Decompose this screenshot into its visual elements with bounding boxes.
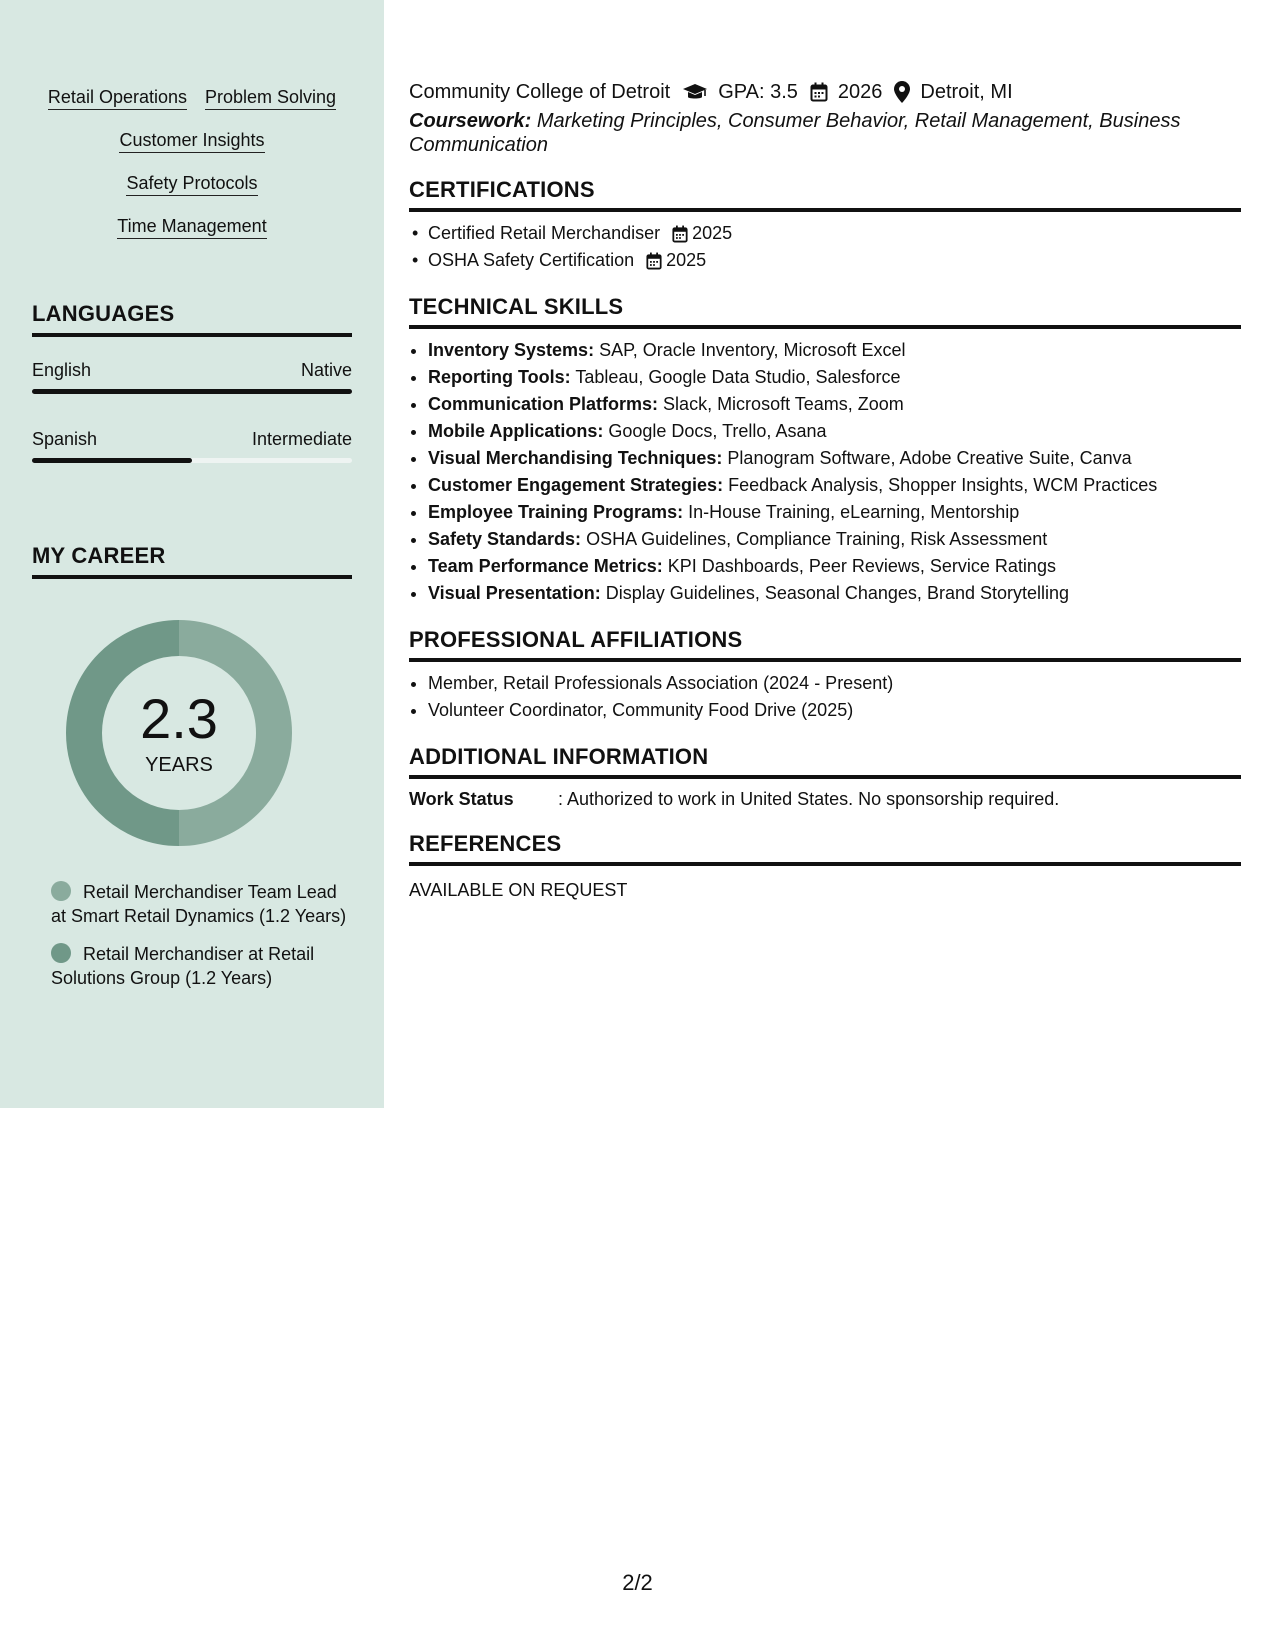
coursework-list: Marketing Principles, Consumer Behavior, Retail Management, Business Communication <box>409 110 1181 156</box>
skill-values: Tableau, Google Data Studio, Salesforce <box>575 367 901 387</box>
main-content <box>409 78 1241 902</box>
skill-tag: Safety Protocols <box>126 172 257 196</box>
career-donut-chart <box>66 620 292 846</box>
career-item <box>51 942 351 990</box>
skill-category: Communication Platforms: <box>428 394 659 414</box>
calendar-icon <box>672 225 688 243</box>
skill-values: KPI Dashboards, Peer Reviews, Service Ratings <box>667 556 1056 576</box>
legend-dot <box>51 881 71 901</box>
references-heading: REFERENCES <box>409 831 1241 866</box>
technical-skills-heading: TECHNICAL SKILLS <box>409 294 1241 329</box>
school-name: Community College of Detroit <box>409 81 671 103</box>
technical-skill-item <box>428 364 1241 391</box>
technical-skill-item <box>428 472 1241 499</box>
coursework <box>409 109 1241 157</box>
affiliations-list <box>409 670 1241 724</box>
certification-item <box>428 247 1241 274</box>
languages-heading: LANGUAGES <box>32 301 352 337</box>
skill-values: OSHA Guidelines, Compliance Training, Risk Assessment <box>586 529 1048 549</box>
skill-category: Inventory Systems: <box>428 340 595 360</box>
skill-tag: Problem Solving <box>205 86 336 110</box>
references-text: AVAILABLE ON REQUEST <box>409 880 628 900</box>
technical-skill-item <box>428 337 1241 364</box>
skill-category: Team Performance Metrics: <box>428 556 663 576</box>
certification-year: 2025 <box>692 223 733 243</box>
page-number: 2/2 <box>622 1570 653 1595</box>
certifications-list <box>409 220 1241 274</box>
career-total-unit: YEARS <box>145 754 213 776</box>
technical-skill-item <box>428 391 1241 418</box>
language-row-spanish <box>32 428 352 450</box>
work-status-row <box>409 787 1241 811</box>
career-item-label: Retail Merchandiser at Retail Solutions Group (1.2 Years) <box>51 944 315 988</box>
skill-category: Customer Engagement Strategies: <box>428 475 724 495</box>
affiliation-item: • Volunteer Coordinator, Community Food Drive (2025) <box>428 697 1241 724</box>
skill-category: Reporting Tools: <box>428 367 571 387</box>
career-total-value: 2.3 <box>140 687 218 750</box>
language-name: English <box>32 360 92 380</box>
skill-values: SAP, Oracle Inventory, Microsoft Excel <box>599 340 906 360</box>
certifications-heading: CERTIFICATIONS <box>409 177 1241 212</box>
career-item-label: Retail Merchandiser Team Lead at Smart Retail Dynamics (1.2 Years) <box>51 882 347 926</box>
skill-category: Visual Presentation: <box>428 583 601 603</box>
certification-year: 2025 <box>666 250 707 270</box>
certification-name: • Certified Retail Merchandiser <box>428 223 661 243</box>
language-row-english <box>32 359 352 381</box>
calendar-icon <box>810 82 828 102</box>
technical-skill-item <box>428 526 1241 553</box>
education-location: Detroit, MI <box>920 81 1013 103</box>
gpa: GPA: 3.5 <box>718 81 798 103</box>
language-bar-fill <box>32 389 352 394</box>
language-level: Native <box>300 360 352 380</box>
technical-skill-item <box>428 445 1241 472</box>
location-pin-icon <box>894 81 910 103</box>
skill-tag: Customer Insights <box>119 129 264 153</box>
skill-tag: Time Management <box>117 215 266 239</box>
skill-values: Planogram Software, Adobe Creative Suite, Canva <box>727 448 1132 468</box>
technical-skill-item <box>428 499 1241 526</box>
technical-skill-item <box>428 580 1241 607</box>
additional-info-heading: ADDITIONAL INFORMATION <box>409 744 1241 779</box>
skill-values: Google Docs, Trello, Asana <box>608 421 827 441</box>
work-status-label: Work Status <box>409 789 514 809</box>
skill-tag: Retail Operations <box>48 86 187 110</box>
skill-values: Feedback Analysis, Shopper Insights, WCM Practices <box>728 475 1158 495</box>
affiliations-heading: PROFESSIONAL AFFILIATIONS <box>409 627 1241 662</box>
education-line <box>409 78 1241 106</box>
work-status-value: : Authorized to work in United States. No sponsorship required. <box>558 789 1060 809</box>
graduation-cap-icon <box>682 82 708 102</box>
career-legend <box>51 880 351 1004</box>
skill-category: Employee Training Programs: <box>428 502 684 522</box>
language-bar-english <box>32 389 352 394</box>
skill-category: Visual Merchandising Techniques: <box>428 448 723 468</box>
career-heading: MY CAREER <box>32 543 352 579</box>
skill-category: Safety Standards: <box>428 529 582 549</box>
language-bar-fill <box>32 458 192 463</box>
affiliation-item: • Member, Retail Professionals Association (2024 - Present) <box>428 670 1241 697</box>
career-item <box>51 880 351 928</box>
skill-category: Mobile Applications: <box>428 421 604 441</box>
certification-item <box>428 220 1241 247</box>
technical-skill-item <box>428 553 1241 580</box>
skills-cloud <box>32 86 352 239</box>
language-name: Spanish <box>32 429 98 449</box>
certification-name: • OSHA Safety Certification <box>428 250 635 270</box>
skill-values: Display Guidelines, Seasonal Changes, Brand Storytelling <box>605 583 1070 603</box>
sidebar <box>0 0 384 1108</box>
language-bar-spanish <box>32 458 352 463</box>
skill-values: Slack, Microsoft Teams, Zoom <box>663 394 904 414</box>
technical-skill-item <box>428 418 1241 445</box>
legend-dot <box>51 943 71 963</box>
coursework-label: Coursework: <box>409 110 532 132</box>
language-level: Intermediate <box>251 429 352 449</box>
calendar-icon <box>646 252 662 270</box>
skill-values: In-House Training, eLearning, Mentorship <box>688 502 1020 522</box>
graduation-year: 2026 <box>837 81 883 103</box>
technical-skills-list <box>409 337 1241 607</box>
